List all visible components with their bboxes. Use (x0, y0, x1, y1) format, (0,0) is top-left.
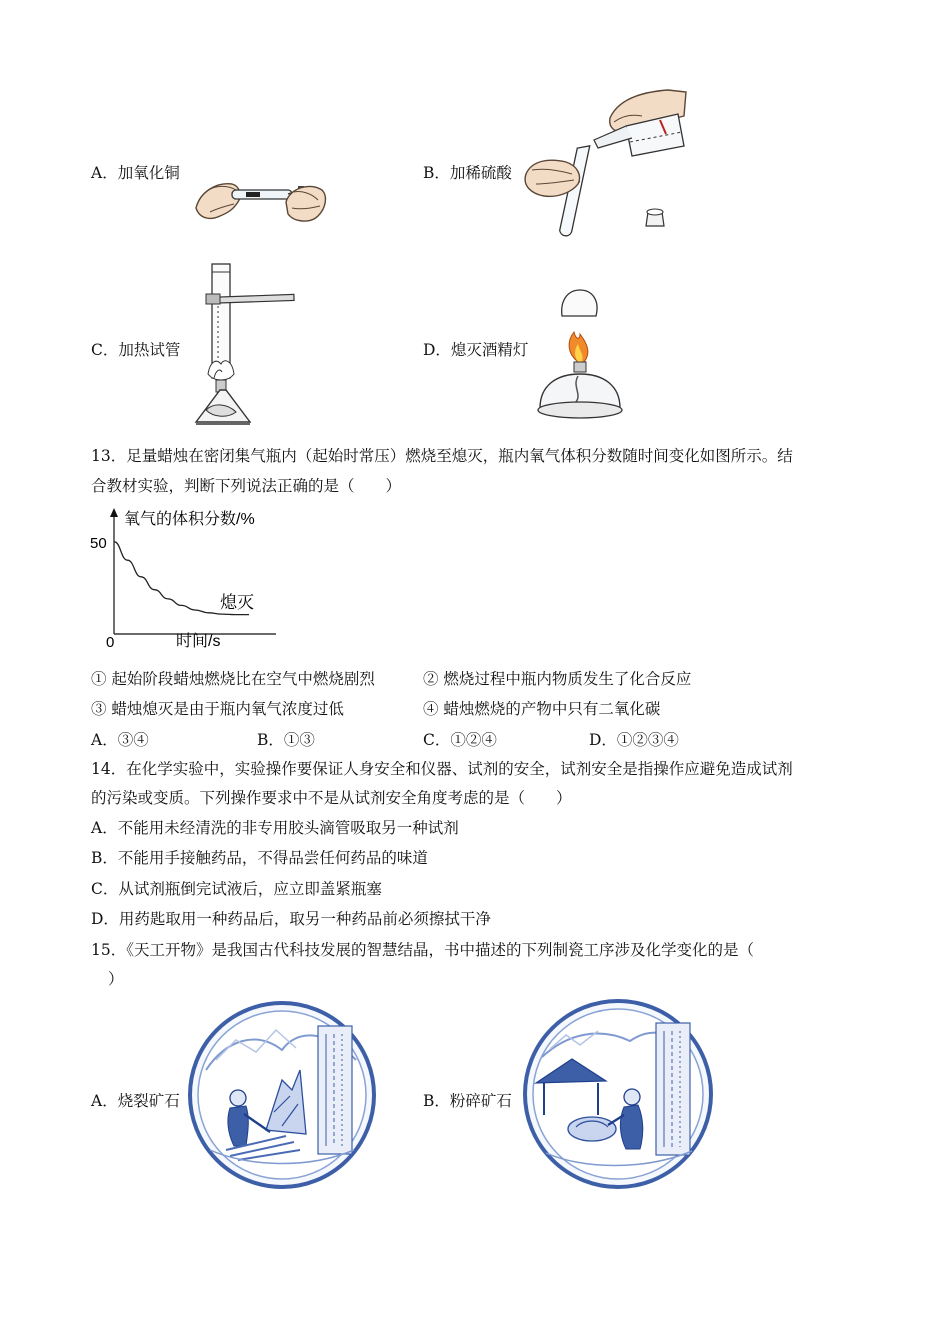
q13-choice-b[interactable]: B．①③ (257, 731, 315, 749)
q13-choice-a[interactable]: A．③④ (91, 731, 149, 749)
q15-stem-line2: ） (108, 970, 124, 988)
q15-option-a[interactable]: A．烧裂矿石 (91, 1092, 180, 1110)
q14-stem-line1: 14．在化学实验中，实验操作要保证人身安全和仪器、试剂的安全，试剂安全是指操作应避免造成试剂 (91, 760, 793, 778)
y-axis-arrow (110, 508, 118, 517)
q15-option-b[interactable]: B．粉碎矿石 (423, 1092, 512, 1110)
y-tick-label: 50 (90, 535, 107, 552)
q12-option-b[interactable]: B．加稀硫酸 (423, 164, 512, 182)
q14-stem-line2: 的污染或变质。下列操作要求中不是从试剂安全角度考虑的是（ ） (91, 789, 572, 807)
q12-option-a[interactable]: A．加氧化铜 (91, 164, 180, 182)
figure-add-dilute-sulfuric-acid (518, 86, 698, 238)
q14-option-b[interactable]: B．不能用手接触药品，不得品尝任何药品的味道 (91, 849, 428, 867)
q13-statement-2: ② 燃烧过程中瓶内物质发生了化合反应 (423, 670, 692, 688)
q14-option-c[interactable]: C．从试剂瓶倒完试液后，应立即盖紧瓶塞 (91, 880, 382, 898)
figure-add-copper-oxide (190, 172, 330, 228)
figure-heat-test-tube (188, 262, 300, 430)
extinguish-annotation: 熄灭 (220, 593, 254, 612)
figure-extinguish-alcohol-lamp (530, 286, 630, 426)
figure-plate-crushing-ore (520, 997, 716, 1195)
q13-choice-c[interactable]: C．①②④ (423, 731, 497, 749)
y-axis-label: 氧气的体积分数/% (124, 511, 255, 528)
q13-choice-d[interactable]: D．①②③④ (589, 731, 679, 749)
oxygen-chart (86, 504, 286, 656)
q14-option-d[interactable]: D．用药匙取用一种药品后，取另一种药品前必须擦拭干净 (91, 910, 491, 928)
q13-stem-line1: 13．足量蜡烛在密闭集气瓶内（起始时常压）燃烧至熄灭，瓶内氧气体积分数随时间变化如图所示。结 (91, 447, 793, 465)
q12-option-c[interactable]: C．加热试管 (91, 341, 181, 359)
oxygen-chart-svg (86, 504, 286, 652)
q13-statement-4: ④ 蜡烛燃烧的产物中只有二氧化碳 (423, 700, 661, 718)
q14-option-a[interactable]: A．不能用未经清洗的非专用胶头滴管吸取另一种试剂 (91, 819, 459, 837)
x-axis-label: 时间/s (176, 633, 221, 650)
q13-statement-1: ① 起始阶段蜡烛燃烧比在空气中燃烧剧烈 (91, 670, 375, 688)
q12-option-d[interactable]: D．熄灭酒精灯 (423, 341, 529, 359)
figure-plate-roasting-ore (186, 1000, 378, 1194)
origin-label: 0 (106, 634, 115, 651)
q13-statement-3: ③ 蜡烛熄灭是由于瓶内氧气浓度过低 (91, 700, 344, 718)
q15-stem-line1: 15．《天工开物》是我国古代科技发展的智慧结晶，书中描述的下列制瓷工序涉及化学变化的是（ (91, 941, 754, 959)
q13-stem-line2: 合教材实验，判断下列说法正确的是（ ） (91, 477, 402, 495)
